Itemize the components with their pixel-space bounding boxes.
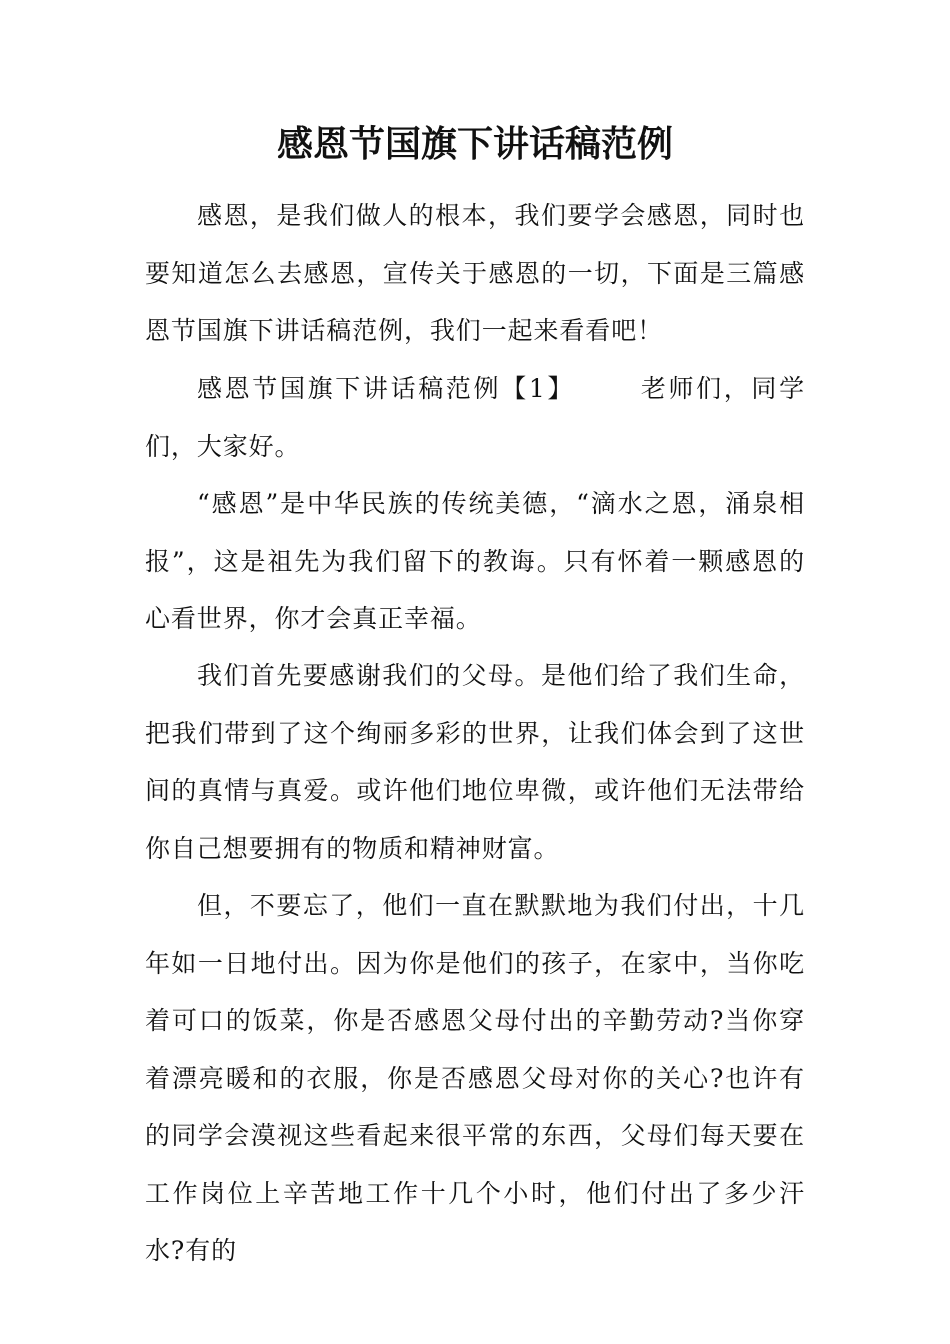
intro-paragraph: 感恩，是我们做人的根本，我们要学会感恩，同时也要知道怎么去感恩，宣传关于感恩的一切，下面是三篇感恩节国旗下讲话稿范例，我们一起来看看吧！ <box>145 201 805 345</box>
greeting: 老师们，同学们，大家好。 <box>145 374 805 461</box>
tradition-paragraph: “感恩”是中华民族的传统美德，“滴水之恩，涌泉相报”，这是祖先为我们留下的教诲。只有怀着一颗感恩的心看世界，你才会真正幸福。 <box>145 489 805 633</box>
document-title: 感恩节国旗下讲话稿范例 <box>276 123 673 165</box>
parents-paragraph: 我们首先要感谢我们的父母。是他们给了我们生命，把我们带到了这个绚丽多彩的世界，让我们体会到了这世间的真情与真爱。或许他们地位卑微，或许他们无法带给你自己想要拥有的物质和精神财富。 <box>145 661 805 863</box>
section-heading-paragraph <box>145 360 805 475</box>
section-heading: 感恩节国旗下讲话稿范例【1】 <box>197 374 576 403</box>
sacrifice-paragraph: 但，不要忘了，他们一直在默默地为我们付出，十几年如一日地付出。因为你是他们的孩子，在家中，当你吃着可口的饭菜，你是否感恩父母付出的辛勤劳动?当你穿着漂亮暖和的衣服，你是否感恩父母对你的关心?也许有的同学会漠视这些看起来很平常的东西，父母们每天要在工作岗位上辛苦地工作十几个小时，他们付出了多少汗水?有的 <box>145 891 805 1265</box>
